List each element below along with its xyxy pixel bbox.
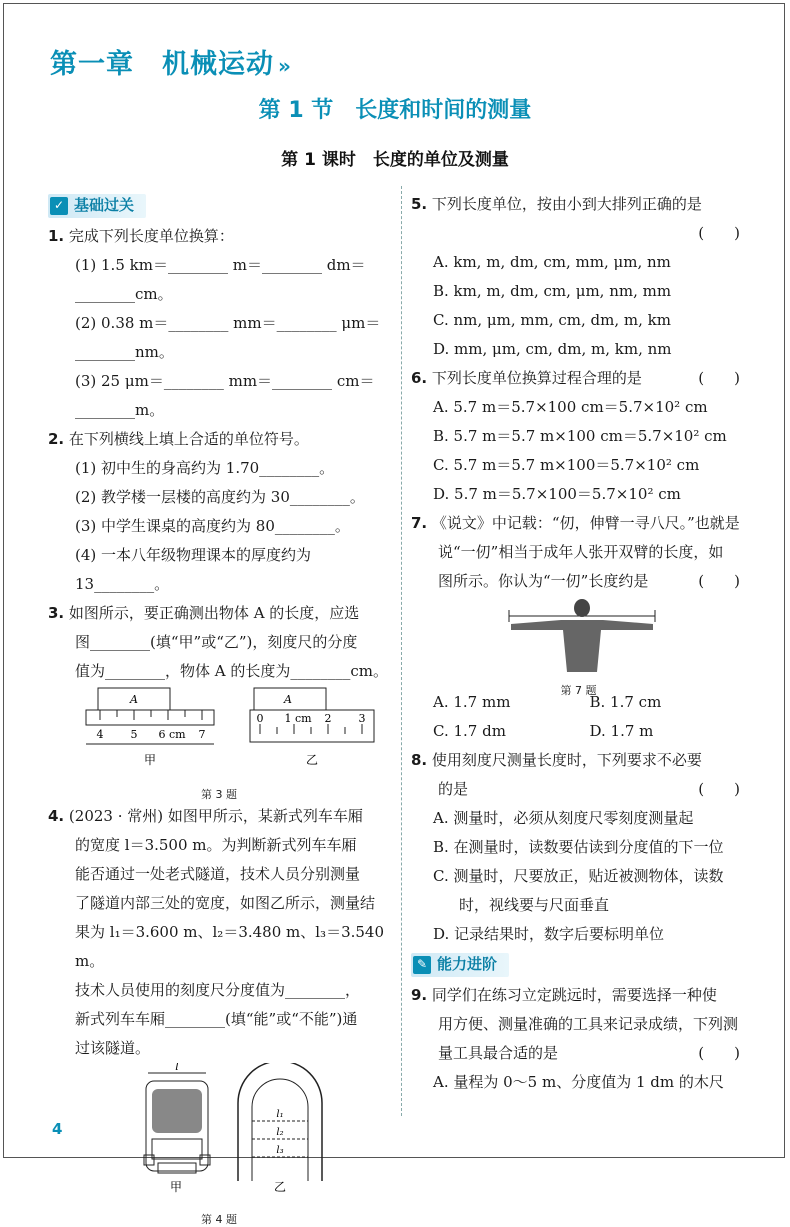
right-column (411, 190, 746, 1097)
train-tunnel-diagram (48, 1063, 388, 1203)
chevron-icon: » (278, 54, 292, 78)
pencil-icon: ✎ (413, 956, 431, 974)
svg-text:6 cm: 6 cm (158, 727, 186, 741)
svg-text:0: 0 (256, 711, 264, 725)
question-3: 3. 如图所示，要正确测出物体 A 的长度，应选 图________(填“甲”或“乙”)，刻度尺的分度 值为________，物体 A 的长度为________cm。 A 4 5 6 cm 7 甲 A 0 1 cm 2 3 乙 第 3 题 (48, 603, 388, 801)
svg-text:乙: 乙 (305, 752, 319, 767)
svg-text:l: l (175, 1062, 179, 1073)
svg-text:l₁: l₁ (276, 1108, 284, 1120)
ruler-yi (250, 710, 374, 742)
question-4: 4. (2023 · 常州) 如图甲所示，某新式列车车厢 的宽度 l＝3.500 m。为判断新式列车车厢 能否通过一处老式隧道，技术人员分别测量 了隧道内部三处的宽度，如图乙所示，测量结 果为 l₁＝3.600 m、l₂＝3.480 m、l₃＝3.540 m。 技术人员使用的刻度尺分度值为________， 新式列车车厢________(填“能”或“不能”)通 过该隧道。 l 甲 l₁ l₂ l₃ 乙 第 4 题 (48, 802, 390, 1227)
check-box-icon: ✓ (50, 197, 68, 215)
svg-text:乙: 乙 (273, 1179, 287, 1194)
figure-q4 (48, 1063, 390, 1227)
svg-text:4: 4 (96, 727, 104, 741)
svg-text:7: 7 (198, 727, 206, 741)
question-6: 6. 下列长度单位换算过程合理的是 ( ) A. 5.7 m＝5.7×100 cm＝5.7×10² cm B. 5.7 m＝5.7 m×100 cm＝5.7×10² cm C. 5.7 m＝5.7 m×100＝5.7×10² cm D. 5.7 m＝5.7×100＝5.7×10² cm (411, 369, 740, 503)
svg-text:l₂: l₂ (276, 1126, 284, 1138)
column-divider (401, 186, 402, 1116)
ruler-diagram (48, 686, 388, 778)
svg-text:1 cm: 1 cm (284, 711, 312, 725)
question-2: 2. 在下列横线上填上合适的单位符号。 (1) 初中生的身高约为 1.70________。 (2) 教学楼一层楼的高度约为 30________。 (3) 中学生课桌的高度约为 80________。 (4) 一本八年级物理课本的厚度约为 13________。 (48, 429, 365, 593)
question-8: 8. 使用刻度尺测量长度时，下列要求不必要 的是 ( ) A. 测量时，必须从刻度尺零刻度测量起 B. 在测量时，读数要估读到分度值的下一位 C. 测量时，尺要放正，贴近被测物体，读数 时，视线要与尺面垂直 D. 记录结果时，数字后要标明单位 (411, 751, 740, 943)
basic-badge: ✓ 基础过关 (48, 194, 146, 218)
page-number: 4 (52, 1120, 63, 1138)
svg-text:A: A (130, 692, 138, 706)
question-7: 7. 《说文》中记载：“仞，伸臂一寻八尺。”也就是 说“一仞”相当于成年人张开双臂的长度，如 图所示。你认为“一仞”长度约是 ( ) 第 7 题 A. 1.7 mm B. 1.7 cm C. 1.7 dm D. 1.7 m (411, 509, 746, 746)
chapter-title: 第一章 机械运动 » (50, 49, 292, 80)
figure-caption: 第 7 题 (560, 684, 597, 697)
svg-text:l₃: l₃ (276, 1144, 284, 1156)
svg-text:甲: 甲 (143, 752, 157, 767)
question-1: 1. 完成下列长度单位换算： (1) 1.5 km＝________ m＝________ dm＝ ________cm。 (2) 0.38 m＝________ mm＝________ μm＝ ________nm。 (3) 25 μm＝________ mm＝________ cm＝ ________m。 (48, 226, 381, 419)
train-window (152, 1089, 202, 1133)
ruler-jia (86, 710, 214, 725)
svg-text:5: 5 (130, 727, 138, 741)
svg-text:2: 2 (324, 711, 332, 725)
svg-text:A: A (284, 692, 292, 706)
figure-caption: 第 4 题 (201, 1212, 237, 1226)
question-5: 5. 下列长度单位，按由小到大排列正确的是 ( ) A. km, m, dm, cm, mm, μm, nm B. km, m, dm, cm, μm, nm, mm C. nm, μm, mm, cm, dm, m, km D. mm, μm, cm, dm, m, km, nm (411, 195, 740, 358)
person-body (511, 620, 653, 672)
question-9: 9. 同学们在练习立定跳远时，需要选择一种使 用方便、测量准确的工具来记录成绩，下列测 量工具最合适的是 ( ) A. 量程为 0～5 m、分度值为 1 dm 的木尺 (411, 985, 740, 1091)
lesson-title: 第 1 课时 长度的单位及测量 (281, 150, 509, 170)
section-title: 第 1 节 长度和时间的测量 (258, 98, 532, 123)
svg-text:3: 3 (358, 711, 366, 725)
arm-span-diagram (411, 596, 746, 674)
figure-caption: 第 3 题 (201, 787, 237, 801)
advanced-badge: ✎ 能力进阶 (411, 953, 509, 977)
left-column (48, 190, 390, 1227)
svg-text:甲: 甲 (169, 1179, 183, 1194)
figure-q7 (411, 596, 746, 697)
person-head (574, 599, 590, 617)
figure-q3 (48, 686, 390, 802)
